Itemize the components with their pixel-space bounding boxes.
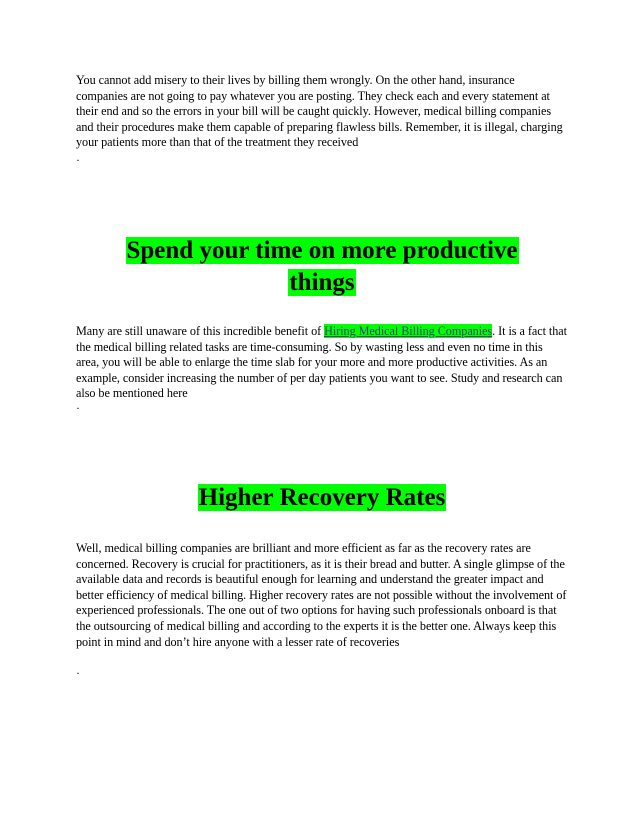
recovery-heading-text: Higher Recovery Rates [198, 484, 446, 511]
hiring-medical-billing-link[interactable]: Hiring Medical Billing Companies [324, 324, 493, 338]
intro-paragraph: You cannot add misery to their lives by billing them wrongly. On the other hand, insurance companies are not going to pay whatever you are posting. They check each and every statement at their end and so the errors in your bill will be caught quickly. However, medical billing companies and their procedures make them capable of preparing flawless bills. Remember, it is illegal, charging your patients more than that of the treatment they received [76, 73, 563, 150]
bullet-mark-3: · [76, 666, 80, 680]
bullet-mark-2: · [76, 401, 80, 415]
section-heading-productive [76, 235, 568, 299]
bullet-mark-1: · [76, 153, 80, 167]
productive-paragraph [76, 324, 568, 402]
productive-text-after-link: . It is a fact that the medical billing related tasks are time-consuming. So by wasting less and even no time in this area, you will be able to enlarge the time slab for your more and more productive activities. As an example, consider increasing the number of per day patients you want to see. Study and research can also be mentioned here [76, 324, 567, 401]
section-heading-recovery [76, 482, 568, 514]
heading-line-1: Spend your time on more productive [126, 237, 518, 264]
productive-text-before-link: Many are still unaware of this incredible benefit of [76, 324, 325, 338]
recovery-paragraph: Well, medical billing companies are brilliant and more efficient as far as the recovery rates are concerned. Recovery is crucial for practitioners, as it is their bread and butter. A single glimpse of the available data and records is beautiful enough for learning and understand the greater impact and better efficiency of medical billing. Higher recovery rates are not possible without the involvement of experienced professionals. The one out of two options for having such professionals onboard is that the outsourcing of medical billing and according to the experts it is the better one. Always keep this point in mind and don’t hire anyone with a lesser rate of recoveries [76, 541, 567, 649]
heading-line-2: things [289, 269, 355, 296]
